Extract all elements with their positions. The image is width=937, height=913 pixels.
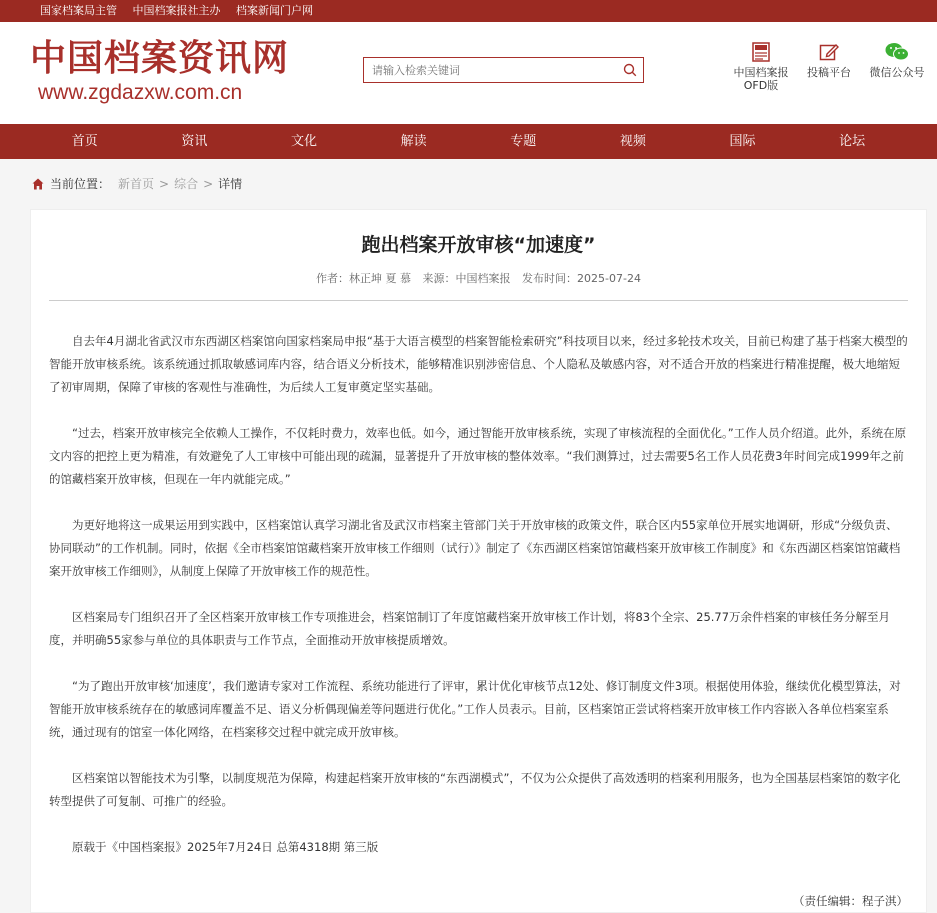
breadcrumb-separator: >	[159, 177, 170, 191]
responsible-editor: （责任编辑：程子淇）	[793, 894, 908, 908]
edit-icon	[819, 42, 839, 62]
breadcrumb-separator: >	[203, 177, 214, 191]
article-paragraph: 为更好地将这一成果运用到实践中，区档案馆认真学习湖北省及武汉市档案主管部门关于开放审核的政策文件，联合区内55家单位开展实地调研，形成“分级负责、协同联动”的工作机制。同时，依据《全市档案馆馆藏档案开放审核工作细则（试行）》制定了《东西湖区档案馆馆藏档案开放审核工作制度》和《东西湖区档案馆馆藏档案开放审核工作细则》，从制度上保障了开放审核工作的规范性。	[49, 518, 901, 578]
header	[0, 22, 937, 124]
article-source: 来源：中国档案报	[422, 272, 511, 285]
submit-platform-link[interactable]	[803, 42, 855, 79]
paper-ofd-label-2: OFD版	[743, 79, 779, 92]
article-paragraph: 区档案馆以智能技术为引擎，以制度规范为保障，构建起档案开放审核的“东西湖模式”，不仅为公众提供了高效透明的档案利用服务，也为全国基层档案馆的数字化转型提供了可复制、可推广的经验。	[49, 771, 901, 808]
article	[30, 209, 927, 913]
article-body	[49, 330, 908, 859]
nav-item-home[interactable]: 首页	[71, 134, 98, 149]
topbar-item: 国家档案局主管	[40, 4, 117, 17]
breadcrumb-label: 当前位置：	[50, 177, 111, 191]
top-bar	[0, 0, 937, 22]
article-author: 作者：林正坤 夏 慕	[316, 272, 412, 285]
article-meta	[49, 272, 908, 286]
logo-url: www.zgdazxw.com.cn	[38, 81, 243, 104]
newspaper-icon	[752, 42, 770, 62]
topbar-item: 中国档案报社主办	[132, 4, 221, 17]
nav-item-forum[interactable]: 论坛	[839, 134, 866, 149]
article-title: 跑出档案开放审核“加速度”	[361, 234, 596, 256]
article-paragraph: 区档案局专门组织召开了全区档案开放审核工作专项推进会，档案馆制订了年度馆藏档案开放审核工作计划，将83个全宗、25.77万余件档案的审核任务分解至月度，并明确55家参与单位的具体职责与工作节点，全面推动开放审核提质增效。	[49, 610, 891, 647]
article-reprint-note: 原载于《中国档案报》2025年7月24日 总第4318期 第三版	[72, 840, 379, 854]
breadcrumb	[0, 159, 937, 209]
search-icon[interactable]	[623, 63, 637, 77]
wechat-icon	[884, 42, 910, 62]
paper-ofd-link[interactable]	[730, 42, 792, 92]
main-nav	[0, 124, 937, 159]
home-icon	[32, 178, 44, 190]
article-paragraph: 自去年4月湖北省武汉市东西湖区档案馆向国家档案局申报“基于大语言模型的档案智能检索研究”科技项目以来，经过多轮技术攻关，目前已构建了基于档案大模型的智能开放审核系统。该系统通过抓取敏感词库内容，结合语义分析技术，能够精准识别涉密信息、个人隐私及敏感内容，对不适合开放的档案进行精准提醒，极大地缩短了初审周期，保障了审核的客观性与准确性，为后续人工复审奠定坚实基础。	[49, 334, 908, 394]
submit-platform-label: 投稿平台	[807, 66, 851, 79]
article-paragraph: “为了跑出开放审核‘加速度’，我们邀请专家对工作流程、系统功能进行了评审，累计优化审核节点12处、修订制度文件3项。根据使用体验，继续优化模型算法，对智能开放审核系统存在的敏感词库覆盖不足、语义分析偶现偏差等问题进行优化。”工作人员表示。目前，区档案馆正尝试将档案开放审核工作内容嵌入各单位档案室系统，通过现有的馆室一体化网络，在档案移交过程中就完成开放审核。	[49, 679, 901, 739]
topbar-item: 档案新闻门户网	[236, 4, 313, 17]
article-paragraph: “过去，档案开放审核完全依赖人工操作，不仅耗时费力，效率也低。如今，通过智能开放审核系统，实现了审核流程的全面优化。”工作人员介绍道。此外，系统在原文内容的把控上更为精准，有效避免了人工审核中可能出现的疏漏，显著提升了开放审核的整体效率。“我们测算过，过去需要5名工作人员花费3年时间完成1999年之前的馆藏档案开放审核，但现在一年内就能完成。”	[49, 426, 907, 486]
site-logo[interactable]	[30, 36, 289, 106]
nav-item-video[interactable]: 视频	[619, 134, 646, 149]
wechat-label: 微信公众号	[869, 66, 925, 79]
divider	[49, 300, 908, 301]
breadcrumb-current: 详情	[218, 177, 243, 191]
nav-item-interpretation[interactable]: 解读	[400, 134, 427, 149]
search-input[interactable]	[364, 58, 614, 82]
paper-ofd-label-1: 中国档案报	[733, 66, 789, 79]
nav-item-news[interactable]: 资讯	[181, 134, 208, 149]
breadcrumb-section[interactable]: 综合	[174, 177, 199, 191]
article-date: 发布时间：2025-07-24	[522, 272, 641, 285]
nav-item-topics[interactable]: 专题	[510, 134, 537, 149]
nav-item-culture[interactable]: 文化	[291, 134, 318, 149]
breadcrumb-home[interactable]: 新首页	[118, 177, 155, 191]
wechat-link[interactable]	[864, 42, 930, 79]
search-box	[363, 57, 644, 83]
logo-name: 中国档案资讯网	[30, 37, 290, 79]
nav-item-international[interactable]: 国际	[729, 134, 756, 149]
